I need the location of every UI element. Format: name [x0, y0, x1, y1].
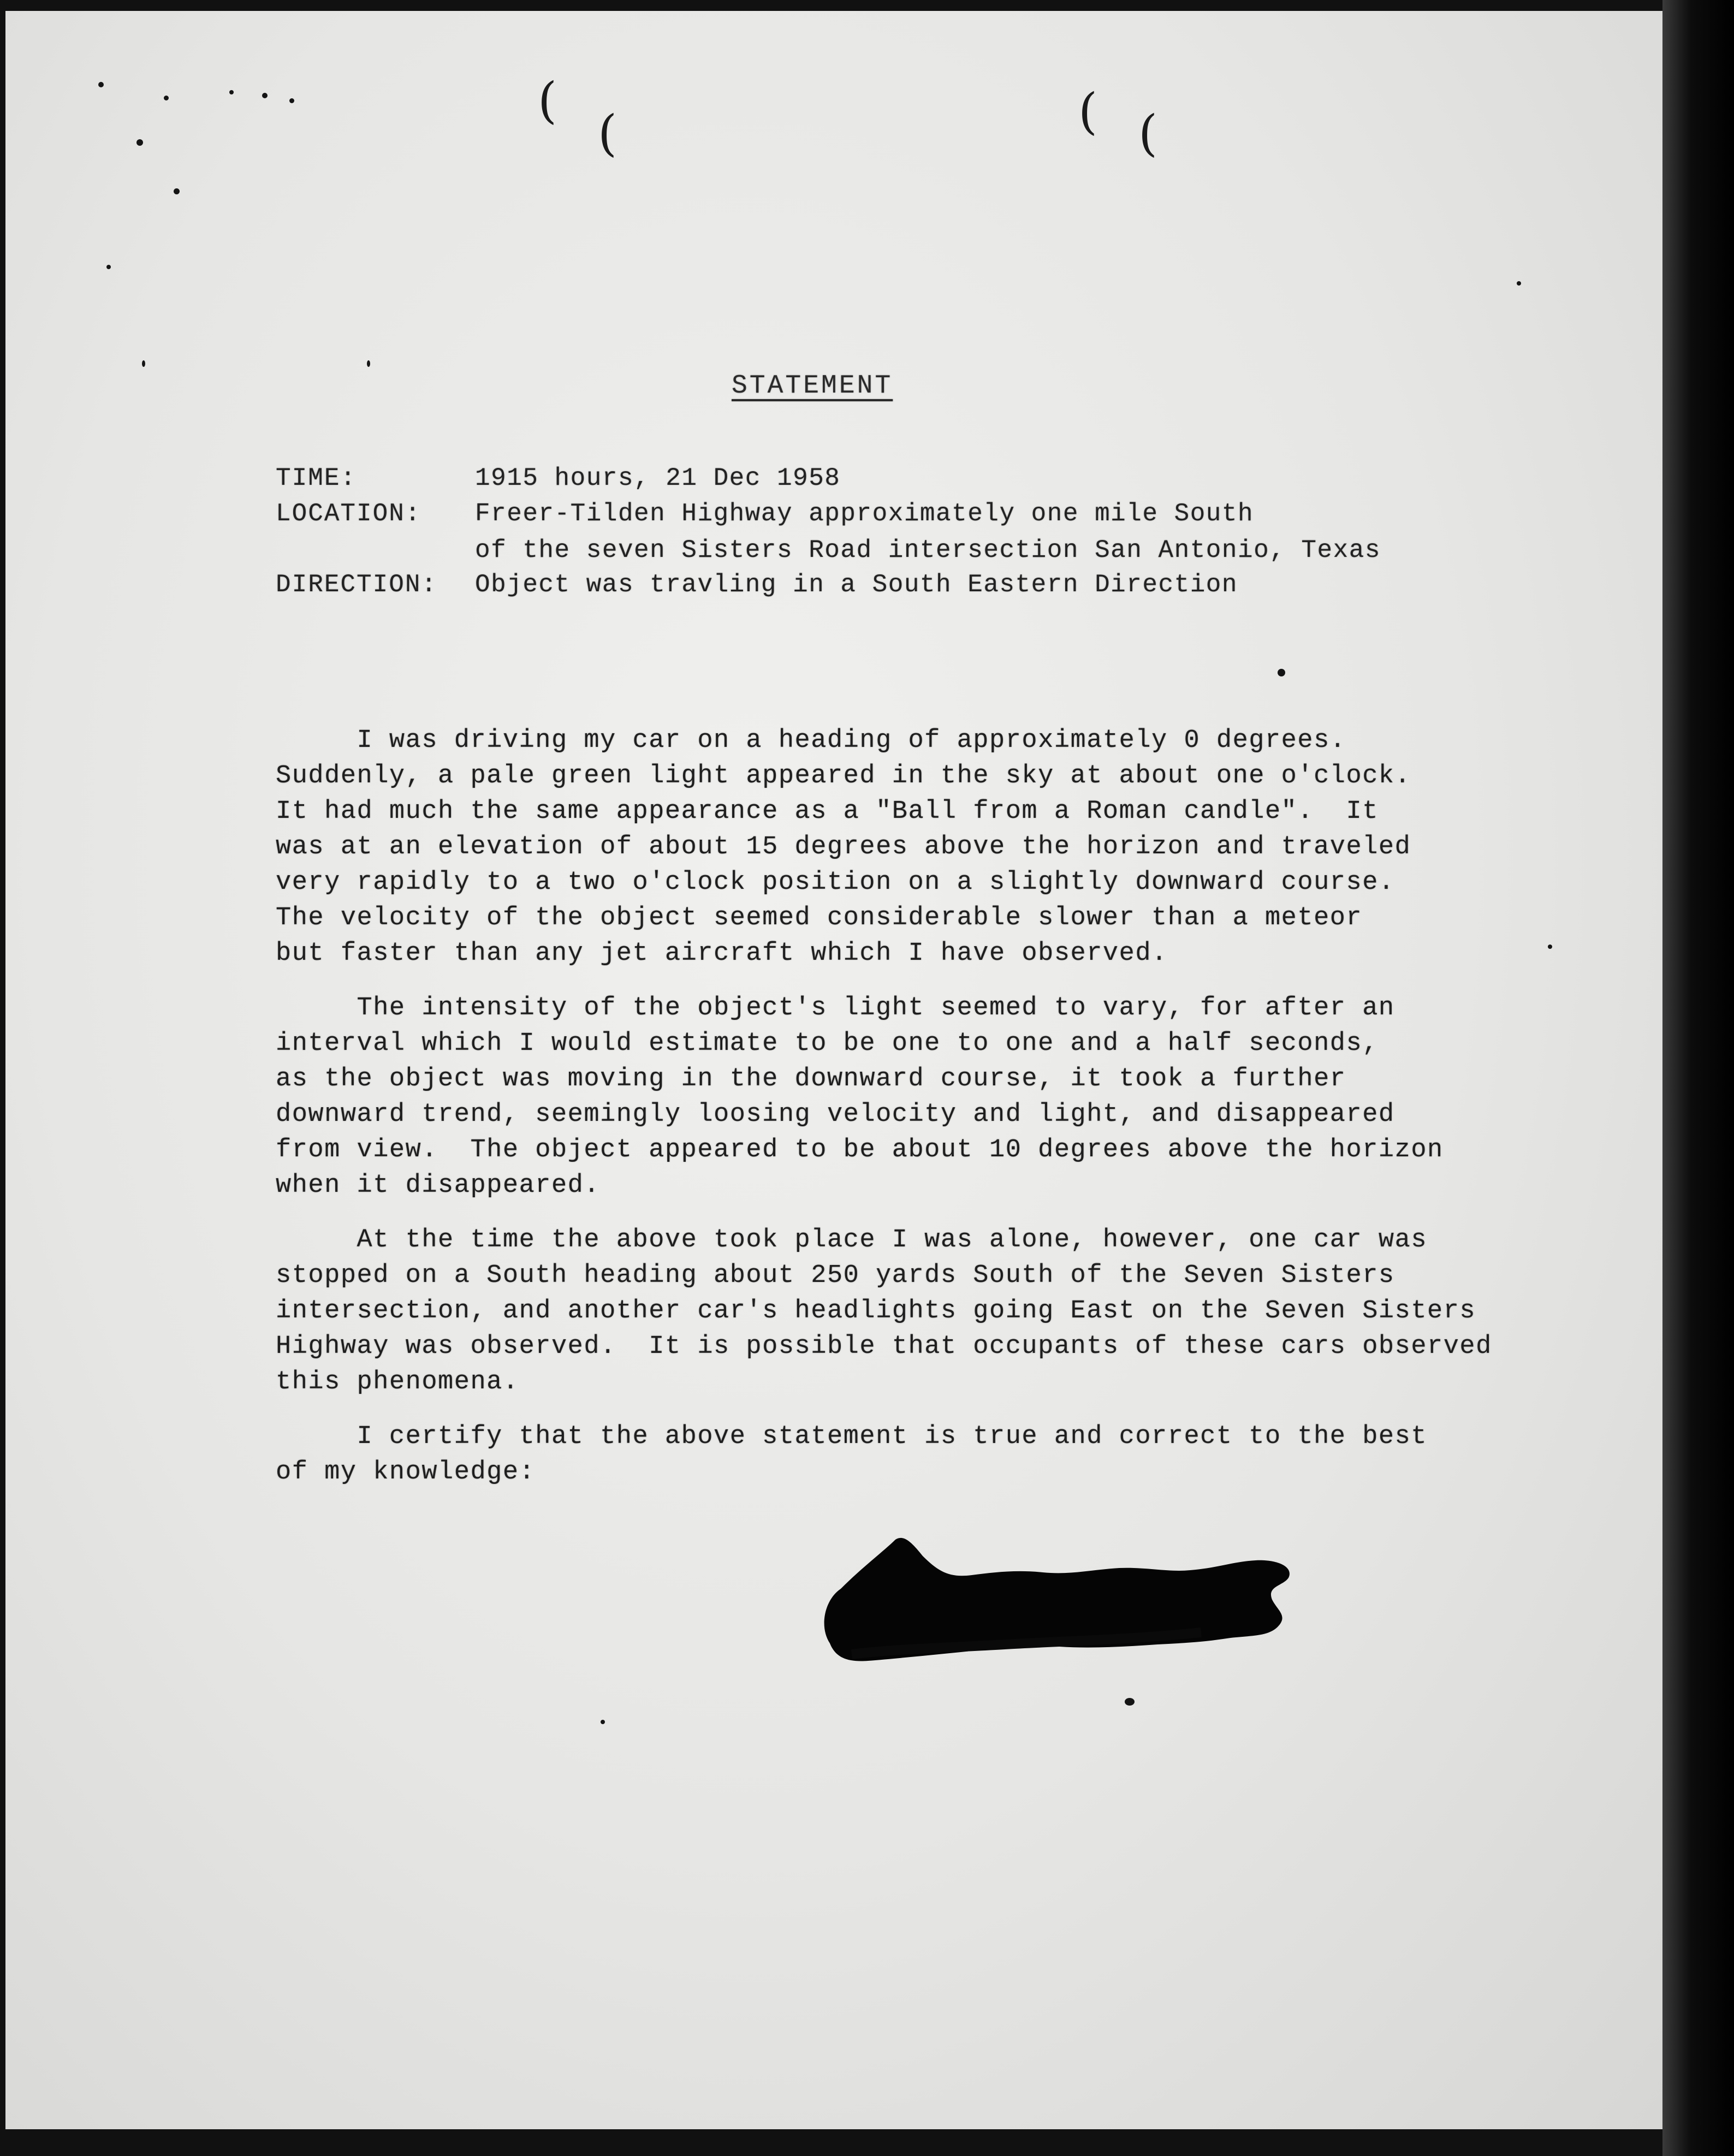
punch-mark: (	[538, 72, 557, 129]
paragraph-2-line: when it disappeared.	[276, 1171, 601, 1200]
speck	[1278, 669, 1285, 676]
document-title: STATEMENT	[732, 371, 893, 401]
paragraph-1-line: very rapidly to a two o'clock position on a slightly downward course.	[276, 868, 1395, 897]
punch-mark: (	[1138, 105, 1158, 162]
paragraph-3-line: this phenomena.	[276, 1368, 519, 1397]
speck	[229, 90, 234, 94]
paragraph-1-line: It had much the same appearance as a "Ball from a Roman candle". It	[276, 797, 1379, 826]
speck	[367, 360, 370, 367]
speck	[601, 1720, 605, 1724]
field-label-location: LOCATION:	[276, 500, 421, 528]
paragraph-4-line: I certify that the above statement is true and correct to the best	[276, 1422, 1428, 1451]
speck	[106, 265, 111, 269]
paragraph-2-line: from view. The object appeared to be about 10 degrees above the horizon	[276, 1136, 1444, 1165]
punch-mark: (	[1078, 83, 1098, 140]
speck	[142, 360, 145, 367]
redacted-signature	[786, 1518, 1305, 1671]
paragraph-2-line: as the object was moving in the downward course, it took a further	[276, 1065, 1346, 1094]
punch-mark: (	[598, 105, 617, 162]
speck	[164, 96, 169, 100]
paragraph-3-line: stopped on a South heading about 250 yards South of the Seven Sisters	[276, 1261, 1395, 1290]
paragraph-2-line: downward trend, seemingly loosing velocity and light, and disappeared	[276, 1100, 1395, 1129]
field-value-time: 1915 hours, 21 Dec 1958	[475, 464, 841, 492]
speck	[289, 98, 294, 103]
paragraph-2-line: interval which I would estimate to be one to one and a half seconds,	[276, 1029, 1379, 1058]
paragraph-1-line: but faster than any jet aircraft which I have observed.	[276, 939, 1168, 968]
paragraph-3-line: intersection, and another car's headlights going East on the Seven Sisters	[276, 1297, 1476, 1326]
paragraph-1-line: The velocity of the object seemed considerable slower than a meteor	[276, 904, 1363, 933]
paragraph-1-line: was at an elevation of about 15 degrees above the horizon and traveled	[276, 833, 1411, 862]
field-value-direction: Object was travling in a South Eastern Direction	[475, 571, 1238, 599]
field-value-location-cont: of the seven Sisters Road intersection San Antonio, Texas	[475, 536, 1381, 565]
page-edge-shadow	[1662, 0, 1734, 2156]
field-value-location: Freer-Tilden Highway approximately one mile South	[475, 500, 1254, 528]
paragraph-3-line: Highway was observed. It is possible that occupants of these cars observed	[276, 1332, 1492, 1361]
speck	[262, 93, 268, 98]
paragraph-1-line: Suddenly, a pale green light appeared in the sky at about one o'clock.	[276, 762, 1411, 791]
speck	[1548, 945, 1552, 949]
paragraph-2-line: The intensity of the object's light seemed to vary, for after an	[276, 994, 1395, 1023]
paragraph-1-line: I was driving my car on a heading of approximately 0 degrees.	[276, 726, 1346, 755]
field-label-direction: DIRECTION:	[276, 571, 438, 599]
speck	[98, 82, 104, 87]
paragraph-4-line: of my knowledge:	[276, 1458, 536, 1487]
speck	[136, 139, 143, 146]
paragraph-3-line: At the time the above took place I was alone, however, one car was	[276, 1226, 1428, 1255]
speck	[1517, 281, 1521, 286]
field-label-time: TIME:	[276, 464, 357, 492]
speck	[174, 188, 180, 194]
speck	[1125, 1698, 1135, 1706]
